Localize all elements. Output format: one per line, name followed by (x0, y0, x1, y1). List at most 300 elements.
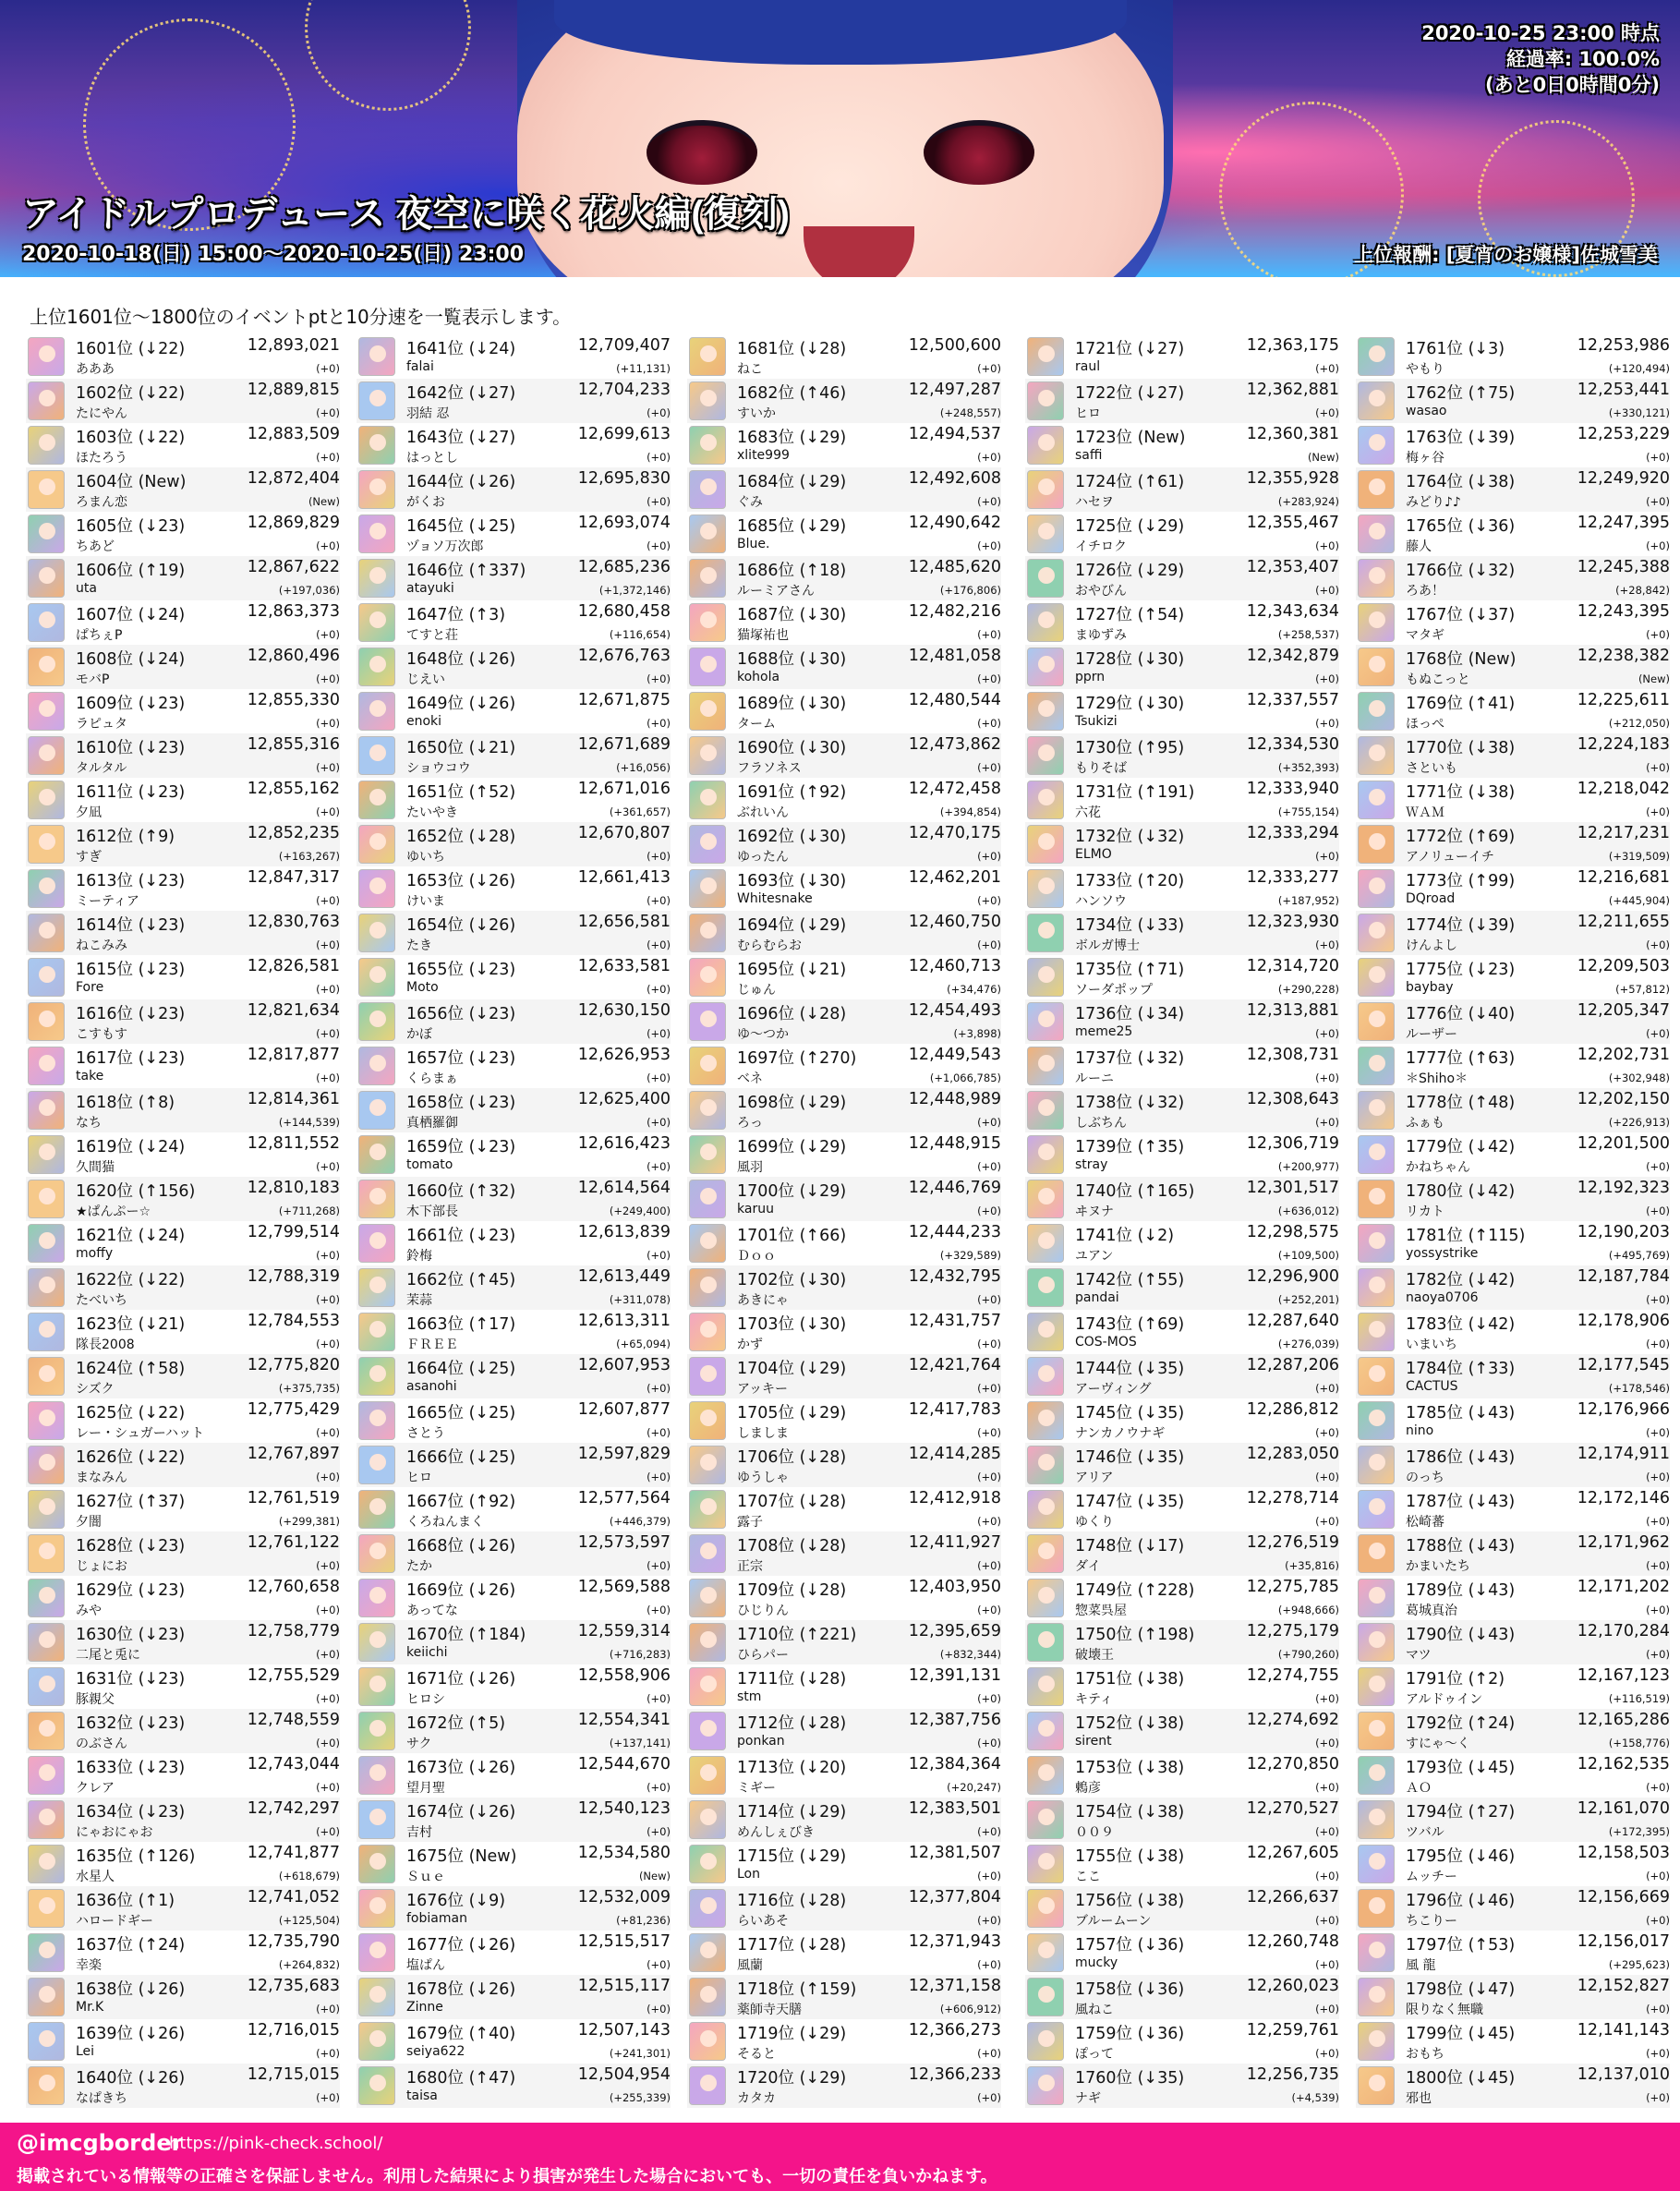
event-points: 12,431,757 (908, 1312, 1001, 1330)
producer-name: ミーティア (76, 894, 139, 909)
ranking-entry (1025, 1310, 1339, 1354)
avatar-icon (358, 1623, 395, 1662)
ranking-entry (26, 1177, 340, 1221)
ten-minute-speed: (+0) (647, 1825, 671, 1838)
producer-name: くろねんまく (406, 1515, 484, 1530)
ranking-entry (1025, 512, 1339, 556)
rank-label: 1711位 (↓28) (737, 1670, 847, 1689)
avatar-icon (28, 1978, 65, 2016)
event-points: 12,171,202 (1577, 1578, 1670, 1596)
avatar-icon (689, 1534, 726, 1573)
producer-name: meme25 (1075, 1024, 1133, 1039)
rank-label: 1708位 (↓28) (737, 1537, 847, 1555)
rank-label: 1730位 (↑95) (1075, 739, 1185, 757)
producer-name: falai (406, 359, 434, 374)
avatar-icon (689, 825, 726, 864)
avatar-icon (1358, 426, 1395, 465)
ten-minute-speed: (+0) (977, 1870, 1001, 1882)
ranking-entry (1025, 822, 1339, 866)
avatar-icon (689, 1623, 726, 1662)
event-points: 12,187,784 (1577, 1267, 1670, 1286)
rank-label: 1603位 (↓22) (76, 429, 186, 447)
rank-label: 1716位 (↓28) (737, 1892, 847, 1910)
rank-label: 1793位 (↓45) (1406, 1759, 1516, 1777)
ranking-entry (687, 1798, 1001, 1842)
event-points: 12,480,544 (908, 691, 1001, 709)
producer-name: ponkan (737, 1734, 785, 1749)
rank-label: 1788位 (↓43) (1406, 1537, 1516, 1555)
event-points: 12,308,643 (1246, 1090, 1339, 1108)
producer-name: キティ (1075, 1692, 1113, 1707)
ten-minute-speed: (+790,260) (1277, 1648, 1339, 1661)
producer-name: たか (406, 1559, 432, 1574)
ten-minute-speed: (+81,236) (616, 1914, 671, 1927)
avatar-icon (1027, 692, 1064, 731)
rank-label: 1657位 (↓23) (406, 1049, 516, 1068)
rank-label: 1654位 (↓26) (406, 916, 516, 935)
rank-label: 1696位 (↓28) (737, 1005, 847, 1023)
producer-name: moffy (76, 1246, 114, 1261)
producer-name: 鶫彦 (1075, 1781, 1101, 1796)
event-points: 12,267,605 (1246, 1844, 1339, 1862)
ranking-entry (357, 1620, 671, 1664)
rank-label: 1738位 (↓32) (1075, 1094, 1185, 1112)
event-points: 12,414,285 (908, 1445, 1001, 1463)
ten-minute-speed: (+172,395) (1608, 1825, 1670, 1838)
avatar-icon (1027, 914, 1064, 952)
event-points: 12,811,552 (247, 1134, 340, 1153)
ten-minute-speed: (+0) (316, 1781, 340, 1794)
ranking-entry (1356, 1132, 1670, 1177)
rank-label: 1746位 (↓35) (1075, 1448, 1185, 1467)
ranking-entry (1356, 778, 1670, 822)
event-points: 12,202,150 (1577, 1090, 1670, 1108)
ranking-entry (1356, 955, 1670, 999)
ranking-entry (26, 1975, 340, 2019)
ten-minute-speed: (+0) (647, 1160, 671, 1173)
producer-name: ヰヌナ (1075, 1204, 1114, 1219)
ten-minute-speed: (+606,912) (939, 2003, 1001, 2015)
event-title: アイドルプロデュース 夜空に咲く花火編(復刻) (22, 194, 790, 235)
ten-minute-speed: (+3,898) (953, 1027, 1001, 1040)
event-points: 12,417,783 (908, 1400, 1001, 1419)
avatar-icon (358, 1446, 395, 1484)
ranking-entry (1025, 1044, 1339, 1088)
producer-name: fobiaman (406, 1911, 467, 1926)
ten-minute-speed: (+0) (316, 1648, 340, 1661)
rank-label: 1694位 (↓29) (737, 916, 847, 935)
avatar-icon (1027, 1889, 1064, 1928)
event-points: 12,276,519 (1246, 1533, 1339, 1552)
avatar-icon (1027, 781, 1064, 819)
avatar-icon (28, 1135, 65, 1174)
event-points: 12,224,183 (1577, 735, 1670, 754)
ranking-entry (1356, 1398, 1670, 1443)
producer-name: 限りなく無職 (1406, 2003, 1483, 2017)
rank-label: 1682位 (↑46) (737, 384, 847, 403)
event-points: 12,156,669 (1577, 1888, 1670, 1907)
producer-name: kohola (737, 670, 780, 684)
event-points: 12,893,021 (247, 336, 340, 355)
avatar-icon (28, 2022, 65, 2061)
ten-minute-speed: (+109,500) (1277, 1249, 1339, 1262)
avatar-icon (28, 1002, 65, 1041)
rank-label: 1656位 (↓23) (406, 1005, 516, 1023)
avatar-icon (1358, 1180, 1395, 1218)
ranking-entry (1025, 1886, 1339, 1931)
ranking-entry (1025, 1443, 1339, 1487)
event-points: 12,748,559 (247, 1711, 340, 1729)
event-points: 12,704,233 (577, 381, 671, 399)
ranking-entry (26, 1265, 340, 1310)
avatar-icon (358, 1047, 395, 1085)
event-points: 12,559,314 (577, 1622, 671, 1640)
rank-label: 1734位 (↓33) (1075, 916, 1185, 935)
ten-minute-speed: (+0) (977, 628, 1001, 641)
avatar-icon (1358, 2022, 1395, 2061)
ten-minute-speed: (New) (308, 495, 340, 508)
rank-label: 1774位 (↓39) (1406, 916, 1516, 935)
producer-name: Ｄｏｏ (737, 1249, 776, 1264)
ten-minute-speed: (+0) (1315, 1958, 1339, 1971)
ten-minute-speed: (+290,228) (1277, 983, 1339, 996)
rank-label: 1727位 (↑54) (1075, 606, 1185, 624)
rank-label: 1781位 (↑115) (1406, 1227, 1526, 1245)
rank-label: 1692位 (↓30) (737, 828, 847, 846)
ranking-entry (1025, 911, 1339, 955)
avatar-icon (1358, 1534, 1395, 1573)
rank-label: 1633位 (↓23) (76, 1759, 186, 1777)
ranking-entry (26, 1221, 340, 1265)
avatar-icon (1358, 1933, 1395, 1972)
rank-label: 1704位 (↓29) (737, 1360, 847, 1378)
avatar-icon (358, 1357, 395, 1396)
ranking-entry (1356, 1798, 1670, 1842)
producer-name: アリア (1075, 1471, 1114, 1485)
producer-name: がくお (406, 495, 445, 510)
ten-minute-speed: (+116,519) (1608, 1692, 1670, 1705)
producer-name: ほっぺ (1406, 717, 1444, 732)
avatar-icon (689, 1490, 726, 1529)
avatar-icon (689, 914, 726, 952)
ten-minute-speed: (+302,948) (1608, 1071, 1670, 1084)
ten-minute-speed: (+445,904) (1608, 894, 1670, 907)
event-points: 12,334,530 (1246, 735, 1339, 754)
rank-label: 1632位 (↓23) (76, 1714, 186, 1733)
avatar-icon (1358, 470, 1395, 509)
producer-name: 葛城真治 (1406, 1604, 1457, 1618)
ten-minute-speed: (+0) (977, 495, 1001, 508)
event-points: 12,260,748 (1246, 1932, 1339, 1951)
ranking-entry (26, 1443, 340, 1487)
ten-minute-speed: (+0) (1646, 1027, 1670, 1040)
event-points: 12,333,940 (1246, 780, 1339, 798)
ranking-entry (357, 1664, 671, 1709)
rank-label: 1650位 (↓21) (406, 739, 516, 757)
event-points: 12,504,954 (577, 2065, 671, 2084)
footer-bar (0, 2123, 1680, 2191)
ranking-entry (357, 733, 671, 778)
ranking-entry (357, 1310, 671, 1354)
producer-name: Moto (406, 980, 439, 995)
event-points: 12,626,953 (577, 1046, 671, 1064)
ranking-entry (1356, 1443, 1670, 1487)
rank-label: 1643位 (↓27) (406, 429, 516, 447)
rank-label: 1770位 (↓38) (1406, 739, 1516, 757)
producer-name: しぶちん (1075, 1116, 1127, 1131)
ten-minute-speed: (+264,832) (278, 1958, 340, 1971)
ranking-entry (1025, 423, 1339, 467)
ten-minute-speed: (+255,339) (609, 2091, 671, 2104)
ten-minute-speed: (+0) (647, 1382, 671, 1395)
producer-name: 久間猫 (76, 1160, 115, 1175)
rank-label: 1672位 (↑5) (406, 1714, 506, 1733)
ten-minute-speed: (+57,812) (1615, 983, 1670, 996)
ranking-entry (1356, 1221, 1670, 1265)
producer-name: おもち (1406, 2047, 1444, 2062)
ten-minute-speed: (+0) (316, 717, 340, 730)
event-points: 12,152,827 (1577, 1977, 1670, 1995)
ranking-entry (687, 1221, 1001, 1265)
avatar-icon (358, 825, 395, 864)
event-points: 12,275,785 (1246, 1578, 1339, 1596)
ranking-entry (687, 556, 1001, 600)
ten-minute-speed: (+0) (316, 1426, 340, 1439)
avatar-icon (689, 2066, 726, 2105)
avatar-icon (689, 1224, 726, 1263)
event-points: 12,761,519 (247, 1489, 340, 1507)
rank-label: 1630位 (↓23) (76, 1626, 186, 1644)
rank-label: 1782位 (↓42) (1406, 1271, 1516, 1289)
producer-name: take (76, 1069, 104, 1083)
ranking-entry (1356, 1177, 1670, 1221)
rank-label: 1755位 (↓38) (1075, 1847, 1185, 1866)
event-points: 12,274,692 (1246, 1711, 1339, 1729)
ten-minute-speed: (+0) (1646, 1293, 1670, 1306)
producer-name: atayuki (406, 581, 454, 596)
ranking-entry (687, 1177, 1001, 1221)
producer-name: yossystrike (1406, 1246, 1479, 1261)
ranking-entry (1025, 1664, 1339, 1709)
ranking-entry (26, 1842, 340, 1886)
ten-minute-speed: (+0) (977, 1338, 1001, 1350)
ten-minute-speed: (+0) (316, 362, 340, 375)
rank-label: 1616位 (↓23) (76, 1005, 186, 1023)
ranking-entry (357, 778, 671, 822)
avatar-icon (689, 781, 726, 819)
producer-name: baybay (1406, 980, 1454, 995)
event-points: 12,472,458 (908, 780, 1001, 798)
avatar-icon (1358, 1978, 1395, 2016)
producer-name: なち (76, 1116, 102, 1131)
producer-name: ぶれいん (737, 805, 789, 820)
event-points: 12,218,042 (1577, 780, 1670, 798)
ten-minute-speed: (+0) (977, 717, 1001, 730)
event-points: 12,243,395 (1577, 602, 1670, 621)
character-mouth (804, 226, 914, 277)
producer-name: ナギ (1075, 2091, 1101, 2106)
event-points: 12,607,953 (577, 1356, 671, 1374)
event-points: 12,287,206 (1246, 1356, 1339, 1374)
ranking-entry (687, 911, 1001, 955)
ranking-entry (1025, 778, 1339, 822)
avatar-icon (28, 603, 65, 642)
producer-name: DQroad (1406, 891, 1456, 906)
producer-name: そると (737, 2047, 776, 2062)
event-points: 12,362,881 (1246, 381, 1339, 399)
rank-label: 1607位 (↓24) (76, 606, 186, 624)
rank-label: 1748位 (↓17) (1075, 1537, 1185, 1555)
rank-label: 1733位 (↑20) (1075, 872, 1185, 890)
ranking-entry (26, 1044, 340, 1088)
producer-name: Zinne (406, 2000, 443, 2015)
avatar-icon (1358, 1667, 1395, 1706)
event-points: 12,366,233 (908, 2065, 1001, 2084)
rank-label: 1715位 (↓29) (737, 1847, 847, 1866)
event-points: 12,613,839 (577, 1223, 671, 1241)
event-points: 12,421,764 (908, 1356, 1001, 1374)
event-points: 12,460,750 (908, 913, 1001, 931)
rank-label: 1688位 (↓30) (737, 650, 847, 669)
ten-minute-speed: (+330,121) (1608, 406, 1670, 419)
ranking-entry (26, 1886, 340, 1931)
ten-minute-speed: (+0) (647, 1781, 671, 1794)
event-points: 12,693,074 (577, 514, 671, 532)
event-points: 12,245,388 (1577, 558, 1670, 576)
ranking-entry (1356, 1842, 1670, 1886)
avatar-icon (1027, 1446, 1064, 1484)
avatar-icon (358, 781, 395, 819)
producer-name: はっとし (406, 451, 458, 466)
avatar-icon (1027, 1091, 1064, 1130)
producer-name: ぐみ (737, 495, 763, 510)
producer-name: ELMO (1075, 847, 1112, 862)
event-points: 12,190,203 (1577, 1223, 1670, 1241)
ranking-entry (687, 512, 1001, 556)
producer-name: ゆうしゃ (737, 1471, 789, 1485)
twitter-handle[interactable]: @imcgborder (17, 2130, 183, 2156)
ranking-entry (1356, 645, 1670, 689)
producer-name: けいま (406, 894, 445, 909)
avatar-icon (1027, 1623, 1064, 1662)
ten-minute-speed: (+0) (1315, 672, 1339, 685)
avatar-icon (1027, 2022, 1064, 2061)
producer-name: しましま (737, 1426, 789, 1441)
producer-name: ハセヲ (1075, 495, 1114, 510)
producer-name: ろっ (737, 1116, 763, 1131)
event-points: 12,826,581 (247, 957, 340, 975)
producer-name: ふぁも (1406, 1116, 1444, 1131)
producer-name: stray (1075, 1157, 1108, 1172)
ten-minute-speed: (+319,509) (1608, 850, 1670, 863)
producer-name: 吉村 (406, 1825, 432, 1840)
rank-label: 1787位 (↓43) (1406, 1493, 1516, 1511)
event-points: 12,444,233 (908, 1223, 1001, 1241)
ten-minute-speed: (+0) (316, 983, 340, 996)
avatar-icon (689, 1135, 726, 1174)
avatar-icon (358, 2022, 395, 2061)
rank-label: 1648位 (↓26) (406, 650, 516, 669)
rank-label: 1754位 (↓38) (1075, 1803, 1185, 1822)
avatar-icon (1358, 1490, 1395, 1529)
ranking-entry (1356, 1664, 1670, 1709)
ten-minute-speed: (+0) (977, 850, 1001, 863)
event-points: 12,403,950 (908, 1578, 1001, 1596)
ten-minute-speed: (+352,393) (1277, 761, 1339, 774)
rank-label: 1773位 (↑99) (1406, 872, 1516, 890)
ten-minute-speed: (+948,666) (1277, 1604, 1339, 1616)
avatar-icon (358, 1180, 395, 1218)
event-period: 2020-10-18(日) 15:00～2020-10-25(日) 23:00 (22, 243, 525, 266)
event-points: 12,259,761 (1246, 2021, 1339, 2040)
avatar-icon (1358, 1313, 1395, 1351)
ranking-entry (1356, 866, 1670, 911)
ranking-entry (687, 1443, 1001, 1487)
site-link[interactable]: https://pink-check.school/ (169, 2134, 383, 2153)
producer-name: くらまぁ (406, 1071, 458, 1086)
producer-name: ＷＡＭ (1406, 805, 1444, 820)
avatar-icon (28, 426, 65, 465)
rank-label: 1737位 (↓32) (1075, 1049, 1185, 1068)
ranking-entry (1356, 2064, 1670, 2108)
rank-label: 1690位 (↓30) (737, 739, 847, 757)
rank-label: 1767位 (↓37) (1406, 606, 1516, 624)
ten-minute-speed: (+0) (977, 1825, 1001, 1838)
ten-minute-speed: (+1,372,146) (598, 584, 671, 597)
rank-label: 1784位 (↑33) (1406, 1360, 1516, 1378)
avatar-icon (689, 1845, 726, 1883)
ranking-entry (687, 1354, 1001, 1398)
ranking-entry (1025, 2064, 1339, 2108)
rank-label: 1646位 (↑337) (406, 562, 526, 580)
ten-minute-speed: (+0) (977, 1737, 1001, 1749)
ten-minute-speed: (+446,379) (609, 1515, 671, 1528)
event-points: 12,515,517 (577, 1932, 671, 1951)
producer-name: ひらパー (737, 1648, 789, 1663)
event-points: 12,695,830 (577, 469, 671, 488)
ten-minute-speed: (+0) (316, 1160, 340, 1173)
producer-name: 羽結 忍 (406, 406, 450, 421)
producer-name: かぼ (406, 1027, 432, 1042)
ten-minute-speed: (+0) (1646, 1426, 1670, 1439)
ranking-entry (357, 1931, 671, 1975)
rank-label: 1693位 (↓30) (737, 872, 847, 890)
ranking-entry (1356, 1088, 1670, 1132)
producer-name: tomato (406, 1157, 453, 1172)
rank-label: 1674位 (↓26) (406, 1803, 516, 1822)
rank-label: 1680位 (↑47) (406, 2069, 516, 2088)
producer-name: ＡＯ (1406, 1781, 1432, 1796)
ten-minute-speed: (+0) (1646, 1515, 1670, 1528)
ranking-entry (357, 423, 671, 467)
producer-name: 露子 (737, 1515, 763, 1530)
avatar-icon (1358, 1002, 1395, 1041)
ranking-entry (687, 1088, 1001, 1132)
producer-name: 夕凪 (76, 805, 102, 820)
rank-label: 1606位 (↑19) (76, 562, 186, 580)
rank-label: 1785位 (↓43) (1406, 1404, 1516, 1422)
ten-minute-speed: (+0) (647, 1692, 671, 1705)
avatar-icon (1358, 1401, 1395, 1440)
ten-minute-speed: (+0) (1315, 1692, 1339, 1705)
rank-label: 1762位 (↑75) (1406, 384, 1516, 403)
event-points: 12,625,400 (577, 1090, 671, 1108)
disclaimer-text: 掲載されている情報等の正確さを保証しません。利用した結果により損害が発生した場合においても、一切の責任を負いかねます。 (17, 2167, 997, 2186)
avatar-icon (28, 2066, 65, 2105)
ranking-entry (687, 2019, 1001, 2064)
producer-name: たべいち (76, 1293, 127, 1308)
event-points: 12,446,769 (908, 1179, 1001, 1197)
